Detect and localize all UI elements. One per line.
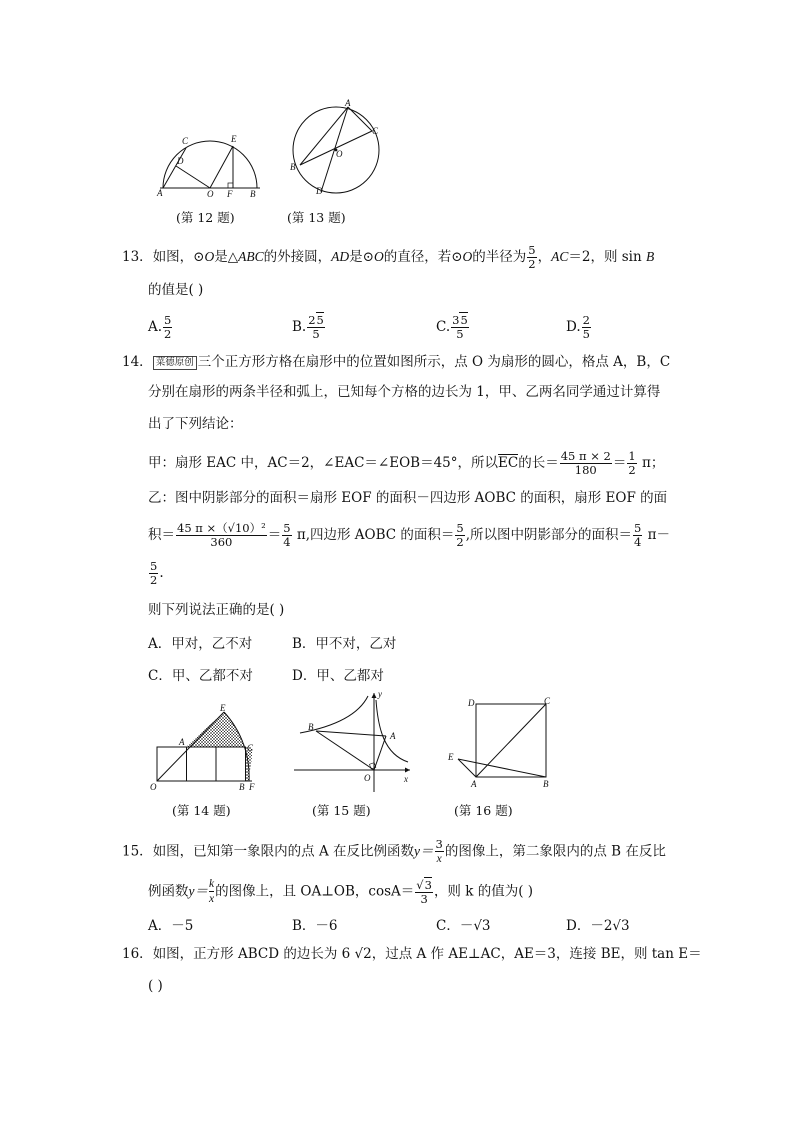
fig16-label-c: C	[544, 696, 551, 706]
q15-option-d[interactable]: D．－2√3	[566, 918, 630, 934]
fig12-label-b: B	[250, 189, 256, 198]
q14-option-c[interactable]: C．甲、乙都不对	[148, 668, 253, 684]
question-13: 13．如图，⊙O是△ABC的外接圆，AD是⊙O的直径，若⊙O的半径为 $\frac{5}{2}$ ，AC＝2，则 sin B 的值是( ) A. $\frac{5}{2}$ B. $\frac{25}{5}$ C. $\frac{35}{5}$ D. $\frac{2}{5}$	[122, 243, 655, 341]
q15-option-c[interactable]: C．－√3	[436, 918, 491, 934]
fig13-label-b: B	[290, 162, 296, 172]
q14-option-d[interactable]: D．甲、乙都对	[292, 668, 384, 684]
figure-16	[444, 694, 556, 794]
figure-14-caption: (第 14 题)	[172, 803, 231, 818]
question-14: 14． 菜德原创 三个正方形方格在扇形中的位置如图所示，点 O 为扇形的圆心，格点 A，B，C 分别在扇形的两条半径和弧上，已知每个方格的边长为 1，甲、乙两名同学通过计算得 出了下列结论： 甲：扇形 EAC 中，AC＝2，∠EAC＝∠EOB＝45°，所以EC的长＝ $\frac{45 \pi \times 2}{180}$ ＝ $\frac{1}{2}$ π； 乙：图中阴影部分的面积＝扇形 EOF 的面积－四边形 AOBC 的面积，扇形 EOF 的面 积＝ $\frac{\text{45 π ×（√10）²}}{360}$ ＝ $\frac{5}{4}$ π,四边形 AOBC 的面积＝ $\frac{5}{2}$ ,所以图中阴影部分的面积＝ $\frac{5}{4}$ π－ $\frac{5}{2}$ . 则下列说法正确的是( ) A．甲对，乙不对 B．甲不对，乙对 C．甲、乙都不对 D．甲、乙都对	[122, 354, 671, 684]
fig14-label-a: A	[179, 737, 185, 747]
fig14-label-c: C	[247, 743, 254, 753]
fig14-label-o: O	[150, 782, 157, 792]
fig13-label-o: O	[336, 149, 343, 159]
fig16-label-e: E	[448, 752, 454, 762]
cos-fraction: $\frac{√3}{3}$	[416, 877, 432, 906]
fig16-label-d: D	[468, 698, 475, 708]
question-15: 15．如图，已知第一象限内的点 A 在反比例函数y＝ $\frac{3}{x}$的图像上，第二象限内的点 B 在反比 例函数y＝ $\frac{k}{x}$的图像上，且 OA⊥OB，cosA＝ $\frac{√3}{3}$ ，则 k 的值为( ) A．－5 B．－6 C．－√3 D．－2√3	[122, 837, 666, 934]
fig15-label-a: A	[390, 731, 396, 741]
q13-option-b[interactable]: B. $\frac{25}{5}$	[292, 313, 324, 341]
q16-blank: ( )	[148, 978, 163, 994]
fn1-fraction: $\frac{3}{x}$	[435, 837, 443, 865]
fig14-label-f: F	[249, 782, 255, 792]
figure-16-caption: (第 16 题)	[454, 803, 513, 818]
fig16-label-b: B	[543, 779, 549, 789]
original-tag: 菜德原创	[153, 356, 197, 370]
q13-option-a[interactable]: A. $\frac{5}{2}$	[148, 313, 172, 341]
q13-option-d[interactable]: D. $\frac{2}{5}$	[566, 313, 590, 341]
fig12-label-a: A	[157, 188, 163, 198]
figure-13-caption: (第 13 题)	[287, 210, 346, 225]
radius-fraction: $\frac{5}{2}$	[528, 243, 536, 271]
q15-option-a[interactable]: A．－5	[148, 918, 194, 934]
q14-option-a[interactable]: A．甲对，乙不对	[148, 636, 253, 652]
fig15-label-y: y	[378, 689, 382, 699]
q14-option-b[interactable]: B．甲不对，乙对	[292, 636, 397, 652]
figure-14	[148, 703, 268, 793]
fig12-label-d: D	[177, 156, 184, 166]
figure-12-caption: (第 12 题)	[176, 210, 235, 225]
arc-ec: EC	[498, 455, 519, 471]
fig12-label-c: C	[182, 136, 189, 146]
fig12-label-f: F	[227, 189, 233, 198]
fn2-fraction: $\frac{k}{x}$	[209, 878, 215, 905]
q15-option-b[interactable]: B．－6	[292, 918, 338, 934]
figure-13	[286, 98, 386, 198]
q13-prompt-end: 的值是( )	[148, 282, 204, 298]
figure-12	[155, 132, 265, 198]
fig15-label-b: B	[308, 722, 314, 732]
figure-15	[292, 688, 417, 793]
fig12-label-o: O	[207, 189, 214, 198]
fig14-label-e: E	[220, 703, 226, 713]
fig16-label-a: A	[471, 779, 477, 789]
fig13-label-c: C	[372, 126, 379, 136]
fig12-label-e: E	[231, 134, 237, 144]
fig14-label-b: B	[239, 782, 245, 792]
fig15-label-x: x	[404, 774, 408, 784]
question-16: 16．如图，正方形 ABCD 的边长为 6 √2，过点 A 作 AE⊥AC，AE＝3，连接 BE，则 tan E＝ ( )	[122, 946, 702, 994]
fig13-label-a: A	[345, 98, 351, 108]
fig13-label-d: D	[316, 186, 323, 196]
fig15-label-o: O	[364, 773, 371, 783]
q13-option-c[interactable]: C. $\frac{35}{5}$	[436, 313, 468, 341]
figure-15-caption: (第 15 题)	[312, 803, 371, 818]
